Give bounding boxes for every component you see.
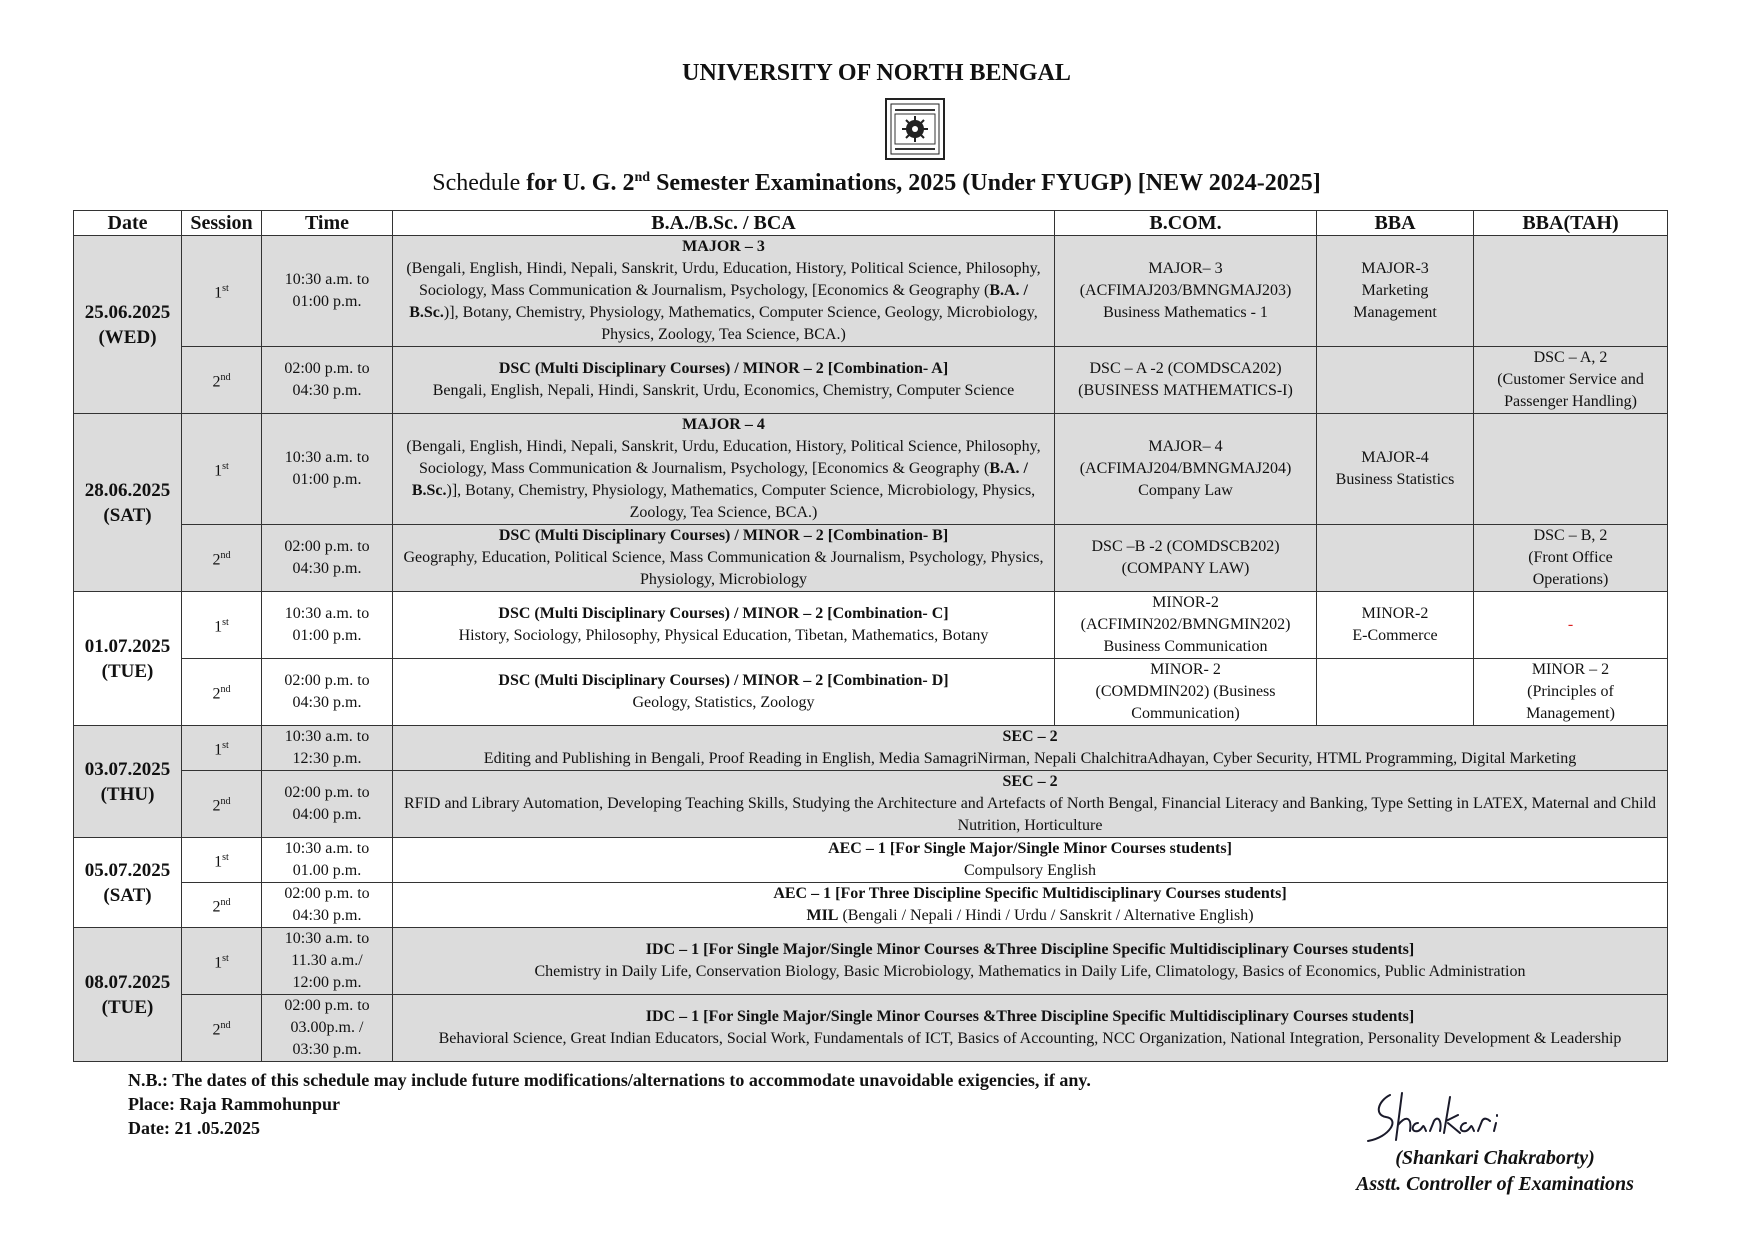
ba-cell: DSC (Multi Disciplinary Courses) / MINOR – 2 [Combination- C] History, Sociology, Philosophy, Physical Education, Tibetan, Mathematics, Botany	[393, 592, 1055, 659]
ba-cell: DSC (Multi Disciplinary Courses) / MINOR – 2 [Combination- D] Geology, Statistics, Zoology	[393, 659, 1055, 726]
bba-tah-cell	[1474, 236, 1668, 347]
table-row	[74, 236, 1668, 347]
session-cell: 1st	[182, 236, 262, 347]
date-line: Date: 21 .05.2025	[128, 1118, 260, 1138]
bba-cell	[1317, 659, 1474, 726]
ba-cell: MAJOR – 4 (Bengali, English, Hindi, Nepali, Sanskrit, Urdu, Education, History, Political Science, Philosophy, Sociology, Mass Communication & Journalism, Psychology, [Economics & Geography (B.A. / B.Sc.)], Botany, Chemistry, Physiology, Mathematics, Computer Science, Microbiology, Physics, Zoology, Tea Science, BCA.)	[393, 414, 1055, 525]
column-header-date: Date	[74, 211, 182, 236]
date-cell: 08.07.2025 (TUE)	[74, 928, 182, 1062]
time-cell: 10:30 a.m. to 01:00 p.m.	[262, 236, 393, 347]
time-cell: 02:00 p.m. to 04:30 p.m.	[262, 883, 393, 928]
bba-cell: MAJOR-3 Marketing Management	[1317, 236, 1474, 347]
date-cell: 05.07.2025 (SAT)	[74, 838, 182, 928]
time-cell: 10:30 a.m. to 11.30 a.m./ 12:00 p.m.	[262, 928, 393, 995]
schedule-title: Schedule for U. G. 2nd Semester Examinations, 2025 (Under FYUGP) [NEW 2024-2025]	[432, 170, 1321, 196]
column-header-bba-tah: BBA(TAH)	[1474, 211, 1668, 236]
column-header-bba: BBA	[1317, 211, 1474, 236]
time-cell: 10:30 a.m. to 01.00 p.m.	[262, 838, 393, 883]
column-header-bcom: B.COM.	[1055, 211, 1317, 236]
time-cell: 02:00 p.m. to 04:30 p.m.	[262, 347, 393, 414]
bba-cell	[1317, 525, 1474, 592]
bcom-cell: DSC – A -2 (COMDSCA202) (BUSINESS MATHEMATICS-I)	[1055, 347, 1317, 414]
signer-title: Asstt. Controller of Examinations	[1356, 1173, 1634, 1195]
table-row	[74, 838, 1668, 883]
footer-notes	[128, 1068, 1091, 1140]
exam-schedule-table	[73, 210, 1668, 1062]
combined-course-cell: AEC – 1 [For Single Major/Single Minor Courses students] Compulsory English	[393, 838, 1668, 883]
signer-name: (Shankari Chakraborty)	[1395, 1147, 1595, 1169]
combined-course-cell: IDC – 1 [For Single Major/Single Minor Courses &Three Discipline Specific Multidisciplinary Courses students] Behavioral Science, Great Indian Educators, Social Work, Fundamentals of ICT, Basics of Accounting, NCC Organization, National Integration, Personality Development & Leadership	[393, 995, 1668, 1062]
column-header-session: Session	[182, 211, 262, 236]
date-cell: 01.07.2025 (TUE)	[74, 592, 182, 726]
table-header-row	[74, 211, 1668, 236]
time-cell: 02:00 p.m. to 04:00 p.m.	[262, 771, 393, 838]
bcom-cell: MINOR- 2 (COMDMIN202) (Business Communication)	[1055, 659, 1317, 726]
table-row	[74, 995, 1668, 1062]
session-cell: 1st	[182, 592, 262, 659]
date-cell: 25.06.2025 (WED)	[74, 236, 182, 414]
table-row	[74, 525, 1668, 592]
combined-course-cell: SEC – 2 RFID and Library Automation, Developing Teaching Skills, Studying the Architecture and Artefacts of North Bengal, Financial Literacy and Banking, Type Setting in LATEX, Maternal and Child Nutrition, Horticulture	[393, 771, 1668, 838]
place-line: Place: Raja Rammohunpur	[128, 1094, 340, 1114]
column-header-ba-bsc-bca: B.A./B.Sc. / BCA	[393, 211, 1055, 236]
bba-cell: MAJOR-4 Business Statistics	[1317, 414, 1474, 525]
table-row	[74, 592, 1668, 659]
bcom-cell: MAJOR– 3 (ACFIMAJ203/BMNGMAJ203) Business Mathematics - 1	[1055, 236, 1317, 347]
column-header-time: Time	[262, 211, 393, 236]
session-cell: 2nd	[182, 525, 262, 592]
combined-course-cell: IDC – 1 [For Single Major/Single Minor Courses &Three Discipline Specific Multidisciplinary Courses students] Chemistry in Daily Life, Conservation Biology, Basic Microbiology, Mathematics in Daily Life, Climatology, Basics of Economics, Public Administration	[393, 928, 1668, 995]
time-cell: 02:00 p.m. to 04:30 p.m.	[262, 525, 393, 592]
session-cell: 2nd	[182, 995, 262, 1062]
ba-cell: DSC (Multi Disciplinary Courses) / MINOR – 2 [Combination- B] Geography, Education, Political Science, Mass Communication & Journalism, Psychology, Physics, Physiology, Microbiology	[393, 525, 1055, 592]
table-row	[74, 347, 1668, 414]
bba-cell: MINOR-2 E-Commerce	[1317, 592, 1474, 659]
table-row	[74, 414, 1668, 525]
time-cell: 10:30 a.m. to 12:30 p.m.	[262, 726, 393, 771]
table-row	[74, 659, 1668, 726]
ba-cell: MAJOR – 3 (Bengali, English, Hindi, Nepali, Sanskrit, Urdu, Education, History, Political Science, Philosophy, Sociology, Mass Communication & Journalism, Psychology, [Economics & Geography (B.A. / B.Sc.)], Botany, Chemistry, Physiology, Mathematics, Computer Science, Geology, Microbiology, Physics, Zoology, Tea Science, BCA.)	[393, 236, 1055, 347]
signature-block	[1320, 1085, 1670, 1197]
table-row	[74, 928, 1668, 995]
bba-tah-cell	[1474, 414, 1668, 525]
session-cell: 2nd	[182, 659, 262, 726]
session-cell: 1st	[182, 838, 262, 883]
combined-course-cell: AEC – 1 [For Three Discipline Specific Multidisciplinary Courses students] MIL (Bengali / Nepali / Hindi / Urdu / Sanskrit / Alternative English)	[393, 883, 1668, 928]
table-row	[74, 771, 1668, 838]
session-cell: 1st	[182, 726, 262, 771]
bba-tah-cell: -	[1474, 592, 1668, 659]
bba-tah-cell: DSC – A, 2 (Customer Service and Passenger Handling)	[1474, 347, 1668, 414]
bba-tah-cell: DSC – B, 2 (Front Office Operations)	[1474, 525, 1668, 592]
date-cell: 03.07.2025 (THU)	[74, 726, 182, 838]
bcom-cell: DSC –B -2 (COMDSCB202) (COMPANY LAW)	[1055, 525, 1317, 592]
date-cell: 28.06.2025 (SAT)	[74, 414, 182, 592]
table-row	[74, 883, 1668, 928]
session-cell: 2nd	[182, 883, 262, 928]
table-row	[74, 726, 1668, 771]
time-cell: 10:30 a.m. to 01:00 p.m.	[262, 592, 393, 659]
session-cell: 1st	[182, 928, 262, 995]
time-cell: 10:30 a.m. to 01:00 p.m.	[262, 414, 393, 525]
time-cell: 02:00 p.m. to 03.00p.m. / 03:30 p.m.	[262, 995, 393, 1062]
bcom-cell: MINOR-2 (ACFIMIN202/BMNGMIN202) Business Communication	[1055, 592, 1317, 659]
combined-course-cell: SEC – 2 Editing and Publishing in Bengali, Proof Reading in English, Media SamagriNirman, Nepali ChalchitraAdhayan, Cyber Security, HTML Programming, Digital Marketing	[393, 726, 1668, 771]
nb-note: N.B.: The dates of this schedule may include future modifications/alternations to accommodate unavoidable exigencies, if any.	[128, 1070, 1091, 1090]
session-cell: 1st	[182, 414, 262, 525]
university-seal-icon	[885, 98, 945, 160]
bba-tah-cell: MINOR – 2 (Principles of Management)	[1474, 659, 1668, 726]
ba-cell: DSC (Multi Disciplinary Courses) / MINOR – 2 [Combination- A] Bengali, English, Nepali, Hindi, Sanskrit, Urdu, Economics, Chemistry, Computer Science	[393, 347, 1055, 414]
bcom-cell: MAJOR– 4 (ACFIMAJ204/BMNGMAJ204) Company Law	[1055, 414, 1317, 525]
time-cell: 02:00 p.m. to 04:30 p.m.	[262, 659, 393, 726]
bba-cell	[1317, 347, 1474, 414]
handwritten-signature-icon	[1360, 1085, 1560, 1145]
session-cell: 2nd	[182, 771, 262, 838]
university-title: UNIVERSITY OF NORTH BENGAL	[682, 60, 1071, 86]
session-cell: 2nd	[182, 347, 262, 414]
